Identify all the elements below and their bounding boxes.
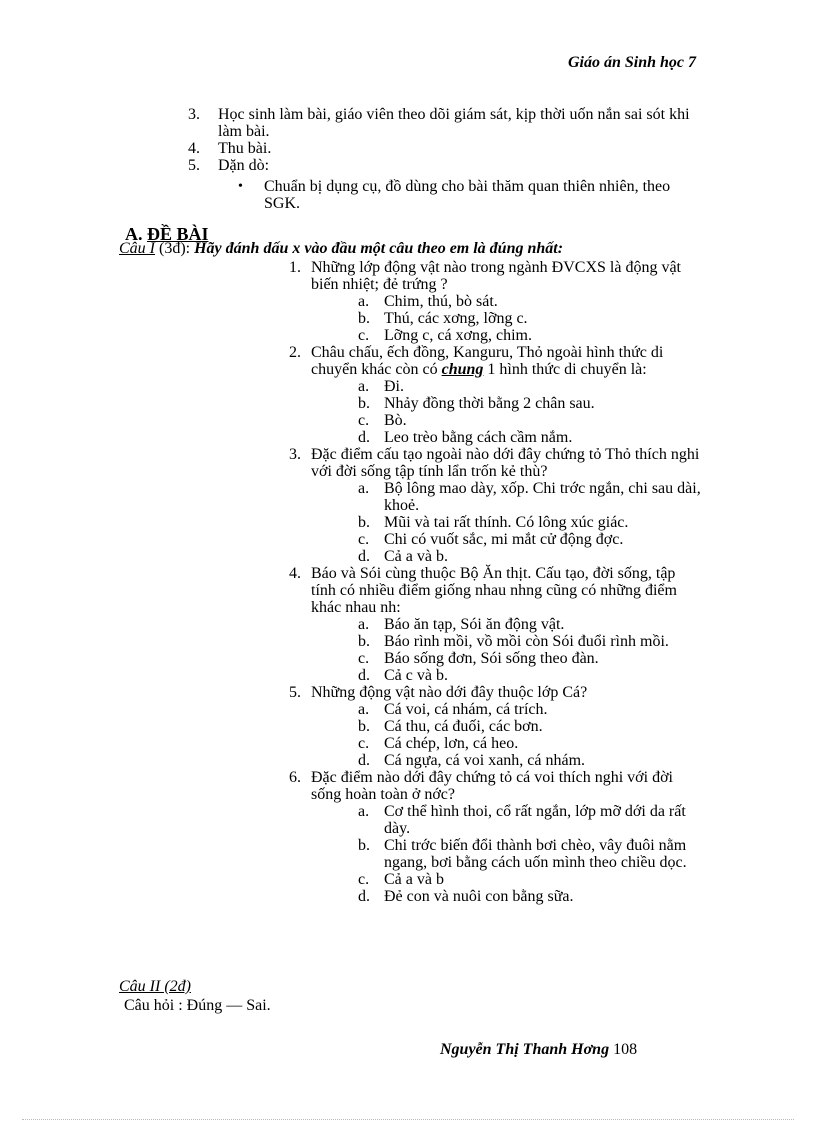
option-letter: b.: [358, 395, 370, 412]
option-list: [311, 803, 704, 905]
question-text-part: Châu chấu, ếch đồng, Kanguru, Thỏ ngoài hình thức di chuyển khác còn có: [311, 344, 664, 378]
question-number: 4.: [289, 565, 301, 582]
option-text: Bò.: [384, 412, 407, 429]
option-letter: a.: [358, 701, 370, 718]
question-list: [289, 259, 704, 905]
question-text: Những lớp động vật nào trong ngành ĐVCXS là động vật biến nhiệt; đẻ trứng ?: [311, 259, 681, 293]
option-letter: a.: [358, 803, 370, 820]
question-prompt: Câu hỏi : Đúng — Sai.: [124, 997, 271, 1014]
list-item: [188, 157, 708, 174]
option-text: Chi có vuốt sắc, mi mắt cử động đợc.: [384, 531, 624, 548]
emphasis-word: chung: [441, 361, 484, 378]
option-text: Báo sống đơn, Sói sống theo đàn.: [384, 650, 599, 667]
answer-option: [311, 429, 704, 446]
page-divider: [22, 1119, 794, 1120]
option-text: Cả a và b: [384, 871, 444, 888]
option-text: Cả a và b.: [384, 548, 448, 565]
option-list: [311, 480, 704, 565]
option-letter: c.: [358, 650, 370, 667]
option-text: Leo trèo bằng cách cầm nắm.: [384, 429, 573, 446]
question-text: Báo và Sói cùng thuộc Bộ Ăn thịt. Cấu tạo, đời sống, tập tính có nhiều điểm giống nhau nhng cũng có những điểm khác nhau nh:: [311, 565, 677, 616]
answer-option: [311, 616, 704, 633]
option-list: [311, 616, 704, 684]
page-number: 108: [609, 1041, 638, 1058]
question-text: [311, 344, 663, 378]
list-number: 4.: [188, 140, 200, 157]
question-group-label: Câu II (2đ): [119, 978, 191, 995]
option-text: Cá ngựa, cá voi xanh, cá nhám.: [384, 752, 586, 769]
option-text: Báo rình mồi, vồ mồi còn Sói đuổi rình mồi.: [384, 633, 669, 650]
option-text: Nhảy đồng thời bằng 2 chân sau.: [384, 395, 595, 412]
option-text: Mũi và tai rất thính. Có lông xúc giác.: [384, 514, 629, 531]
option-letter: d.: [358, 888, 370, 905]
question-text: Những động vật nào dới đây thuộc lớp Cá?: [311, 684, 588, 701]
list-item: [188, 106, 708, 140]
option-text: Cơ thể hình thoi, cổ rất ngắn, lớp mỡ dới da rất dày.: [384, 803, 686, 837]
question-item: [289, 565, 704, 684]
option-letter: b.: [358, 718, 370, 735]
question-item: [289, 259, 704, 344]
option-text: Cá voi, cá nhám, cá trích.: [384, 701, 548, 718]
answer-option: [311, 752, 704, 769]
question-item: [289, 769, 704, 905]
question-number: 1.: [289, 259, 301, 276]
list-text: Thu bài.: [218, 140, 272, 157]
question-text: Đặc điểm cấu tạo ngoài nào dới đây chứng tỏ Thỏ thích nghi với đời sống tập tính lẩn trốn kẻ thù?: [311, 446, 700, 480]
answer-option: [311, 667, 704, 684]
option-letter: b.: [358, 514, 370, 531]
question-group-instruction: Hãy đánh dấu x vào đầu một câu theo em là đúng nhất:: [194, 240, 564, 257]
answer-option: [311, 718, 704, 735]
question-group-heading: [119, 240, 563, 257]
bullet-text: Chuẩn bị dụng cụ, đồ dùng cho bài thăm quan thiên nhiên, theo SGK.: [264, 178, 671, 212]
answer-option: [311, 395, 704, 412]
option-letter: c.: [358, 735, 370, 752]
option-list: [311, 293, 704, 344]
option-letter: d.: [358, 429, 370, 446]
option-letter: c.: [358, 531, 370, 548]
question-text-part: 1 hình thức di chuyển là:: [483, 361, 647, 378]
question-number: 5.: [289, 684, 301, 701]
answer-option: [311, 531, 704, 548]
option-letter: d.: [358, 667, 370, 684]
section-prefix: A.: [125, 224, 147, 244]
list-text: Học sinh làm bài, giáo viên theo dõi giám sát, kịp thời uốn nắn sai sót khi làm bài.: [218, 106, 690, 140]
option-text: Chim, thú, bò sát.: [384, 293, 498, 310]
question-item: [289, 684, 704, 769]
list-text: Dặn dò:: [218, 157, 270, 174]
option-letter: b.: [358, 310, 370, 327]
option-letter: c.: [358, 327, 370, 344]
question-item: [289, 344, 704, 446]
option-letter: a.: [358, 378, 370, 395]
question-number: 3.: [289, 446, 301, 463]
option-letter: a.: [358, 616, 370, 633]
option-letter: b.: [358, 837, 370, 854]
bullet-item: [188, 178, 684, 212]
question-number: 2.: [289, 344, 301, 361]
section-title: ĐỀ BÀI: [147, 224, 209, 244]
question-number: 6.: [289, 769, 301, 786]
author-name: Nguyễn Thị Thanh Hơng: [440, 1041, 610, 1058]
option-text: Cá chép, lơn, cá heo.: [384, 735, 519, 752]
option-text: Lỡng c, cá xơng, chim.: [384, 327, 532, 344]
answer-option: [311, 378, 704, 395]
option-letter: a.: [358, 293, 370, 310]
option-letter: c.: [358, 412, 370, 429]
answer-option: [311, 327, 704, 344]
list-number: 3.: [188, 106, 200, 123]
answer-option: [311, 701, 704, 718]
option-text: Thú, các xơng, lỡng c.: [384, 310, 528, 327]
answer-option: [311, 293, 704, 310]
answer-option: [311, 412, 704, 429]
answer-option: [311, 650, 704, 667]
list-item: [188, 140, 708, 157]
answer-option: [311, 803, 704, 837]
option-text: Cá thu, cá đuối, các bơn.: [384, 718, 543, 735]
question-group-points: (3đ):: [155, 240, 195, 257]
option-text: Cả c và b.: [384, 667, 448, 684]
option-text: Đi.: [384, 378, 404, 395]
answer-option: [311, 735, 704, 752]
option-letter: b.: [358, 633, 370, 650]
answer-option: [311, 548, 704, 565]
answer-option: [311, 310, 704, 327]
bullet-icon: •: [238, 179, 243, 194]
header-title: Giáo án Sinh học 7: [567, 54, 696, 71]
question-group-label: Câu I: [119, 240, 155, 257]
footer: [440, 1041, 637, 1058]
option-text: Báo ăn tạp, Sói ăn động vật.: [384, 616, 565, 633]
option-text: Đẻ con và nuôi con bằng sữa.: [384, 888, 574, 905]
answer-option: [311, 871, 704, 888]
option-letter: a.: [358, 480, 370, 497]
option-list: [311, 378, 704, 446]
option-text: Bộ lông mao dày, xốp. Chi trớc ngắn, chi sau dài, khoẻ.: [384, 480, 701, 514]
question-text: Đặc điểm nào dới đây chứng tỏ cá voi thích nghi với đời sống hoàn toàn ở nớc?: [311, 769, 673, 803]
answer-option: [311, 633, 704, 650]
top-list: [188, 106, 708, 212]
answer-option: [311, 514, 704, 531]
option-list: [311, 701, 704, 769]
answer-option: [311, 888, 704, 905]
answer-option: [311, 837, 704, 871]
option-letter: c.: [358, 871, 370, 888]
question-item: [289, 446, 704, 565]
list-number: 5.: [188, 157, 200, 174]
option-letter: d.: [358, 752, 370, 769]
answer-option: [311, 480, 704, 514]
option-text: Chi trớc biến đổi thành bơi chèo, vây đuôi nằm ngang, bơi bằng cách uốn mình theo chiều dọc.: [384, 837, 687, 871]
option-letter: d.: [358, 548, 370, 565]
